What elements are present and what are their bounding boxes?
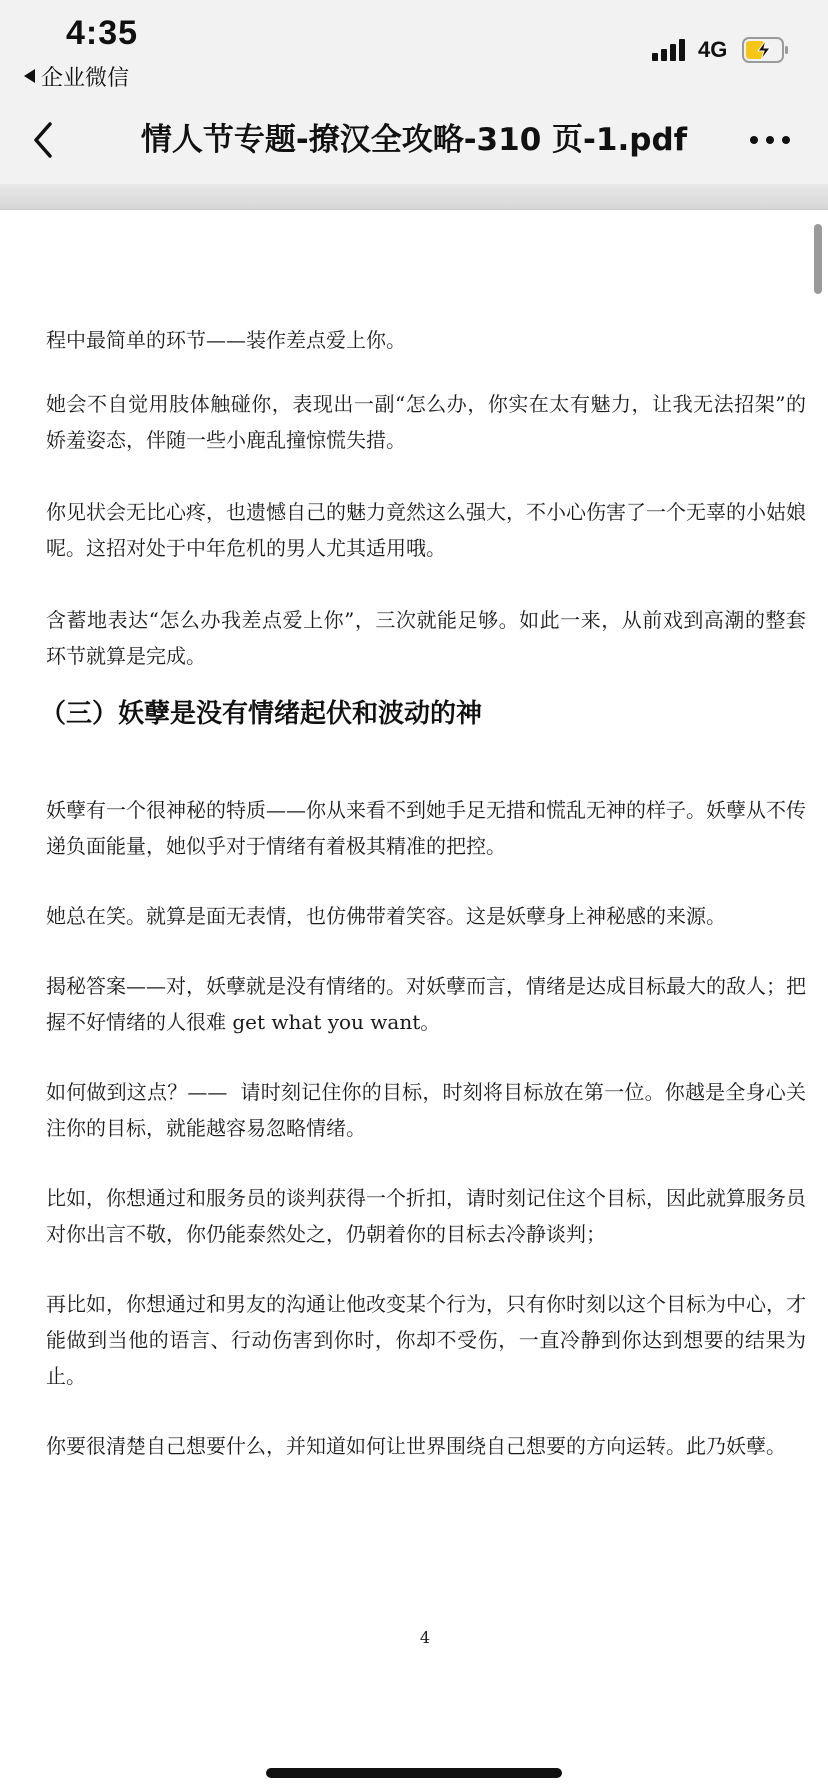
network-type: 4G [698, 37, 728, 62]
document-title: 情人节专题-撩汉全攻略-310 页-1.pdf [140, 122, 688, 158]
page-gutter [0, 184, 828, 210]
status-bar [0, 0, 828, 96]
paragraph: 再比如，你想通过和男友的沟通让他改变某个行为，只有你时刻以这个目标为中心，才能做到当他的语言、行动伤害到你时，你却不受伤，一直冷静到你达到想要的结果为止。 [46, 1292, 806, 1388]
back-triangle-icon [24, 69, 35, 83]
paragraph: 含蓄地表达“怎么办我差点爱上你”，三次就能足够。如此一来，从前戏到高潮的整套环节就算是完成。 [46, 608, 806, 668]
navigation-bar [0, 96, 828, 184]
pdf-viewer[interactable] [0, 184, 828, 1792]
scrollbar-thumb[interactable] [814, 224, 822, 294]
page-number: 4 [419, 1628, 431, 1647]
back-chevron-icon[interactable] [28, 118, 58, 162]
back-to-app-label: 企业微信 [41, 65, 130, 91]
battery-charging-icon [742, 37, 790, 63]
back-to-app-button[interactable] [24, 62, 129, 90]
home-indicator[interactable] [266, 1768, 562, 1778]
paragraph: 程中最简单的环节——装作差点爱上你。 [46, 328, 406, 352]
pdf-page [0, 210, 828, 1792]
paragraph: 比如，你想通过和服务员的谈判获得一个折扣，请时刻记住这个目标，因此就算服务员对你出言不敬，你仍能泰然处之，仍朝着你的目标去冷静谈判； [46, 1186, 806, 1246]
paragraph: 她会不自觉用肢体触碰你，表现出一副“怎么办，你实在太有魅力，让我无法招架”的娇羞姿态，伴随一些小鹿乱撞惊慌失措。 [46, 392, 806, 452]
section-heading: （三）妖孽是没有情绪起伏和波动的神 [40, 699, 483, 729]
paragraph: 揭秘答案——对，妖孽就是没有情绪的。对妖孽而言，情绪是达成目标最大的敌人；把握不好情绪的人很难 get what you want。 [46, 974, 806, 1034]
status-time: 4:35 [66, 14, 139, 52]
more-options-icon[interactable] [750, 132, 790, 148]
paragraph: 妖孽有一个很神秘的特质——你从来看不到她手足无措和慌乱无神的样子。妖孽从不传递负面能量，她似乎对于情绪有着极其精准的把控。 [46, 798, 806, 858]
paragraph: 你见状会无比心疼，也遗憾自己的魅力竟然这么强大，不小心伤害了一个无辜的小姑娘呢。这招对处于中年危机的男人尤其适用哦。 [46, 500, 806, 560]
signal-strength-icon [652, 39, 690, 61]
paragraph: 她总在笑。就算是面无表情，也仿佛带着笑容。这是妖孽身上神秘感的来源。 [46, 904, 726, 928]
paragraph: 如何做到这点？—— 请时刻记住你的目标，时刻将目标放在第一位。你越是全身心关注你的目标，就能越容易忽略情绪。 [46, 1080, 806, 1140]
paragraph: 你要很清楚自己想要什么，并知道如何让世界围绕自己想要的方向运转。此乃妖孽。 [46, 1434, 786, 1458]
